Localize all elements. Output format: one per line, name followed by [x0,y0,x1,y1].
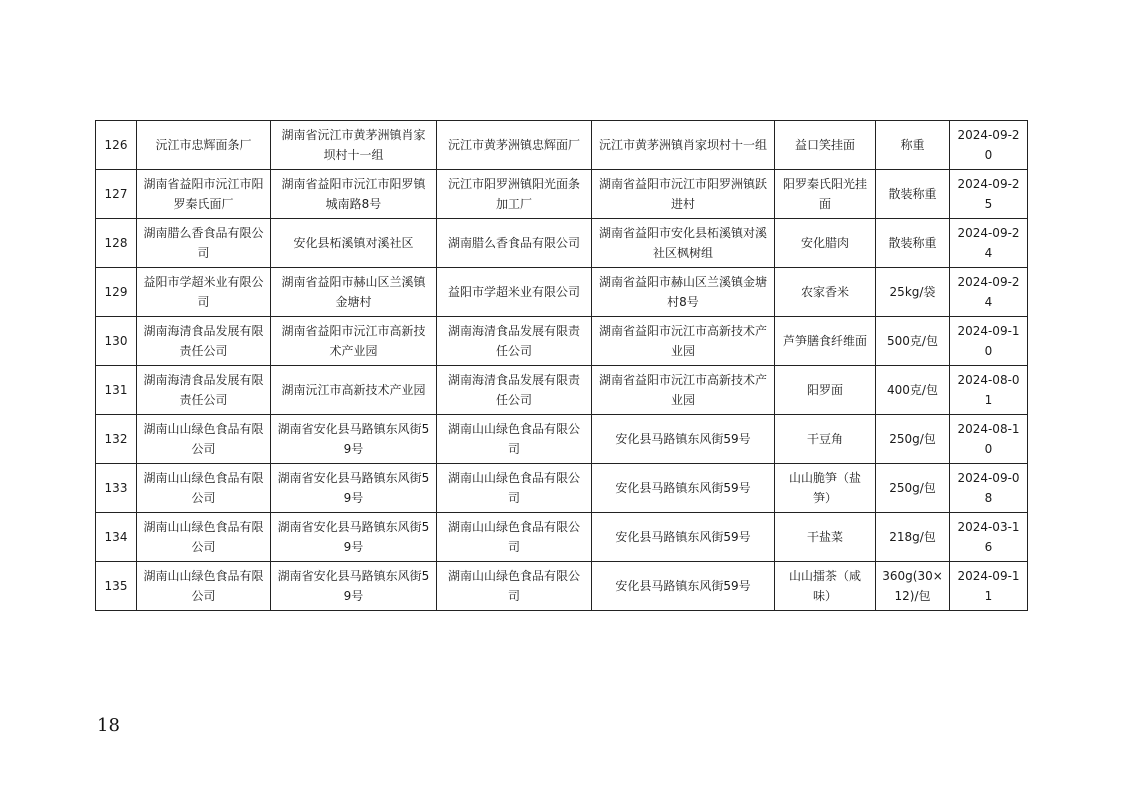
cell-specification: 25kg/袋 [876,268,950,317]
cell-product-name: 安化腊肉 [775,219,876,268]
cell-sampled-unit: 湖南山山绿色食品有限公司 [437,513,592,562]
cell-product-name: 山山擂茶（咸味） [775,562,876,611]
cell-product-name: 阳罗秦氏阳光挂面 [775,170,876,219]
cell-producer-address: 湖南省安化县马路镇东风街59号 [271,464,437,513]
cell-sampled-unit: 沅江市黄茅洲镇忠辉面厂 [437,121,592,170]
cell-producer-name: 湖南海清食品发展有限责任公司 [137,366,271,415]
cell-producer-address: 湖南省益阳市沅江市阳罗镇城南路8号 [271,170,437,219]
cell-serial-number: 134 [96,513,137,562]
cell-production-date: 2024-09-20 [950,121,1028,170]
cell-producer-name: 湖南山山绿色食品有限公司 [137,513,271,562]
cell-specification: 218g/包 [876,513,950,562]
cell-producer-name: 湖南山山绿色食品有限公司 [137,415,271,464]
cell-producer-name: 湖南山山绿色食品有限公司 [137,464,271,513]
cell-producer-address: 安化县柘溪镇对溪社区 [271,219,437,268]
cell-producer-address: 湖南省安化县马路镇东风街59号 [271,415,437,464]
cell-serial-number: 132 [96,415,137,464]
cell-production-date: 2024-09-24 [950,268,1028,317]
table-row [96,219,1028,268]
cell-producer-name: 湖南海清食品发展有限责任公司 [137,317,271,366]
cell-specification: 250g/包 [876,464,950,513]
cell-specification: 称重 [876,121,950,170]
cell-sampled-address: 湖南省益阳市沅江市高新技术产业园 [592,317,775,366]
cell-specification: 360g(30×12)/包 [876,562,950,611]
table-body [96,121,1028,611]
cell-specification: 散装称重 [876,170,950,219]
cell-product-name: 阳罗面 [775,366,876,415]
cell-production-date: 2024-09-10 [950,317,1028,366]
cell-production-date: 2024-08-10 [950,415,1028,464]
cell-serial-number: 129 [96,268,137,317]
cell-production-date: 2024-03-16 [950,513,1028,562]
table-row [96,121,1028,170]
cell-producer-address: 湖南省益阳市沅江市高新技术产业园 [271,317,437,366]
cell-sampled-address: 安化县马路镇东风街59号 [592,513,775,562]
cell-sampled-address: 湖南省益阳市赫山区兰溪镇金塘村8号 [592,268,775,317]
table-row [96,562,1028,611]
cell-serial-number: 133 [96,464,137,513]
sample-table [95,120,1028,611]
cell-production-date: 2024-09-11 [950,562,1028,611]
cell-product-name: 农家香米 [775,268,876,317]
cell-serial-number: 128 [96,219,137,268]
cell-serial-number: 130 [96,317,137,366]
cell-producer-address: 湖南省安化县马路镇东风街59号 [271,562,437,611]
table-row [96,366,1028,415]
cell-product-name: 干盐菜 [775,513,876,562]
cell-producer-address: 湖南省安化县马路镇东风街59号 [271,513,437,562]
cell-sampled-address: 湖南省益阳市沅江市高新技术产业园 [592,366,775,415]
cell-producer-name: 湖南腊么香食品有限公司 [137,219,271,268]
cell-sampled-address: 安化县马路镇东风街59号 [592,464,775,513]
cell-sampled-unit: 湖南山山绿色食品有限公司 [437,415,592,464]
cell-sampled-unit: 湖南海清食品发展有限责任公司 [437,317,592,366]
cell-product-name: 山山脆笋（盐笋） [775,464,876,513]
cell-production-date: 2024-09-25 [950,170,1028,219]
cell-product-name: 益口笑挂面 [775,121,876,170]
cell-specification: 500克/包 [876,317,950,366]
cell-product-name: 芦笋膳食纤维面 [775,317,876,366]
cell-specification: 散装称重 [876,219,950,268]
cell-sampled-address: 安化县马路镇东风街59号 [592,415,775,464]
cell-sampled-unit: 湖南海清食品发展有限责任公司 [437,366,592,415]
cell-serial-number: 131 [96,366,137,415]
table-row [96,464,1028,513]
cell-specification: 400克/包 [876,366,950,415]
cell-sampled-address: 湖南省益阳市沅江市阳罗洲镇跃进村 [592,170,775,219]
cell-producer-address: 湖南沅江市高新技术产业园 [271,366,437,415]
page-number: 18 [97,715,120,736]
table-row [96,268,1028,317]
table-row [96,170,1028,219]
cell-serial-number: 127 [96,170,137,219]
cell-sampled-address: 湖南省益阳市安化县柘溪镇对溪社区枫树组 [592,219,775,268]
cell-producer-address: 湖南省益阳市赫山区兰溪镇金塘村 [271,268,437,317]
cell-serial-number: 126 [96,121,137,170]
table-row [96,415,1028,464]
table-row [96,317,1028,366]
cell-production-date: 2024-09-24 [950,219,1028,268]
cell-production-date: 2024-09-08 [950,464,1028,513]
cell-product-name: 干豆角 [775,415,876,464]
cell-sampled-unit: 湖南山山绿色食品有限公司 [437,562,592,611]
cell-sampled-unit: 沅江市阳罗洲镇阳光面条加工厂 [437,170,592,219]
cell-producer-address: 湖南省沅江市黄茅洲镇肖家坝村十一组 [271,121,437,170]
table-row [96,513,1028,562]
cell-sampled-address: 沅江市黄茅洲镇肖家坝村十一组 [592,121,775,170]
cell-producer-name: 沅江市忠辉面条厂 [137,121,271,170]
cell-sampled-address: 安化县马路镇东风街59号 [592,562,775,611]
cell-specification: 250g/包 [876,415,950,464]
cell-sampled-unit: 益阳市学超米业有限公司 [437,268,592,317]
cell-sampled-unit: 湖南山山绿色食品有限公司 [437,464,592,513]
cell-producer-name: 湖南山山绿色食品有限公司 [137,562,271,611]
cell-producer-name: 益阳市学超米业有限公司 [137,268,271,317]
cell-production-date: 2024-08-01 [950,366,1028,415]
cell-sampled-unit: 湖南腊么香食品有限公司 [437,219,592,268]
cell-producer-name: 湖南省益阳市沅江市阳罗秦氏面厂 [137,170,271,219]
cell-serial-number: 135 [96,562,137,611]
